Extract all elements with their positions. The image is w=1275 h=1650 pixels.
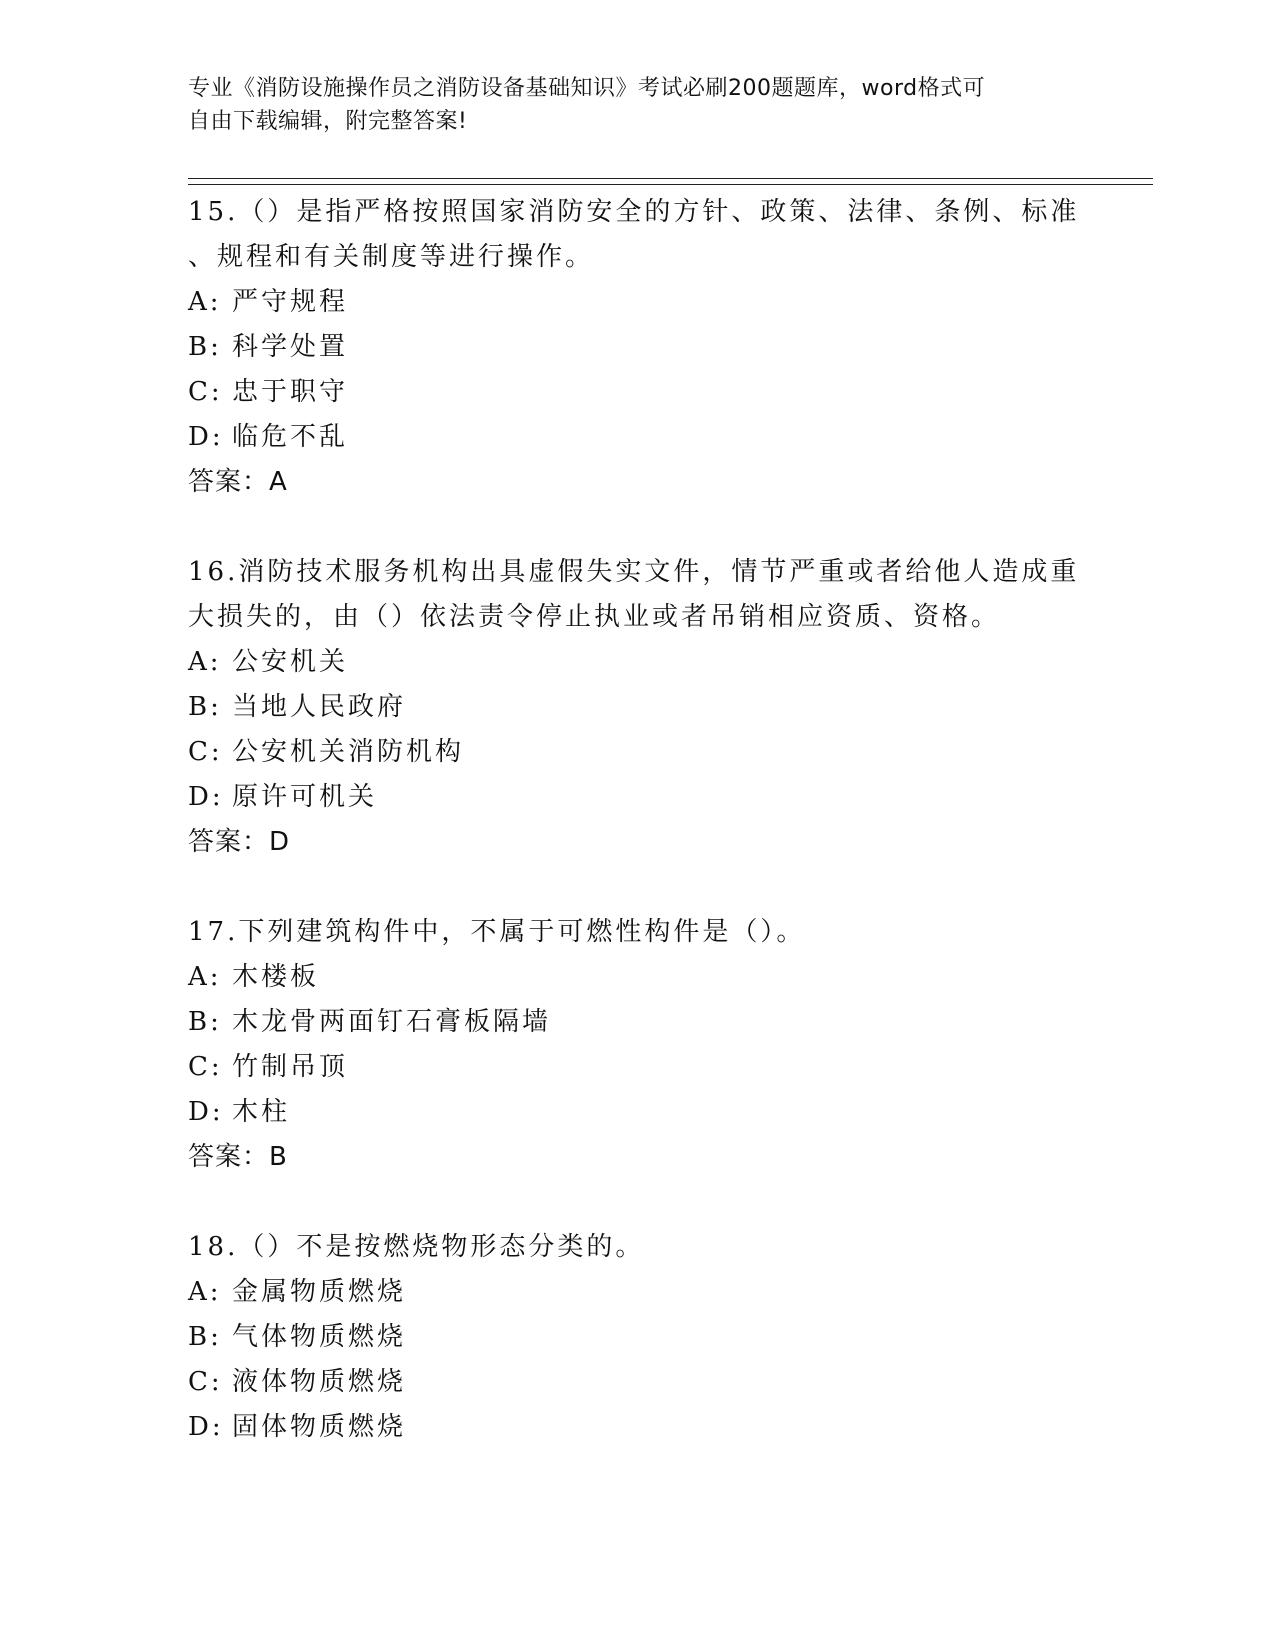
option-key: B: — [188, 332, 222, 362]
answer-line: 答案：A — [188, 467, 288, 497]
option-d — [188, 1405, 1088, 1450]
option-key: A: — [188, 1277, 222, 1307]
option-text: 公安机关消防机构 — [232, 737, 465, 767]
option-key: A: — [188, 962, 222, 992]
option-key: C: — [188, 377, 223, 407]
option-c — [188, 1045, 1088, 1090]
option-text: 公安机关 — [232, 647, 349, 677]
question-text-line: 大损失的，由（）依法责令停止执业或者吊销相应资质、资格。 — [188, 602, 1001, 632]
option-key: C: — [188, 1367, 223, 1397]
option-key: B: — [188, 692, 222, 722]
header-divider-top — [188, 178, 1153, 179]
question-text-line: 16.消防技术服务机构出具虚假失实文件，情节严重或者给他人造成重 — [188, 557, 1080, 587]
option-d — [188, 1090, 1088, 1135]
question-18 — [188, 1225, 1088, 1450]
question-text-line: 15.（）是指严格按照国家消防安全的方针、政策、法律、条例、标准 — [188, 197, 1080, 227]
option-text: 竹制吊顶 — [232, 1052, 349, 1082]
option-text: 当地人民政府 — [232, 692, 407, 722]
option-c — [188, 1360, 1088, 1405]
question-16 — [188, 550, 1088, 865]
document-header — [188, 72, 1068, 138]
question-text-line: 18.（）不是按燃烧物形态分类的。 — [188, 1232, 645, 1262]
option-text: 固体物质燃烧 — [232, 1412, 407, 1442]
option-key: D: — [188, 1097, 224, 1127]
header-divider-bottom — [188, 184, 1153, 185]
option-c — [188, 370, 1088, 415]
option-b — [188, 1000, 1088, 1045]
option-text: 气体物质燃烧 — [232, 1322, 407, 1352]
option-text: 木楼板 — [232, 962, 320, 992]
option-text: 科学处置 — [232, 332, 349, 362]
option-key: D: — [188, 782, 224, 812]
question-15 — [188, 190, 1088, 505]
option-text: 金属物质燃烧 — [232, 1277, 407, 1307]
option-b — [188, 325, 1088, 370]
option-d — [188, 775, 1088, 820]
option-c — [188, 730, 1088, 775]
header-line-2: 自由下载编辑，附完整答案! — [188, 109, 468, 134]
option-text: 液体物质燃烧 — [232, 1367, 407, 1397]
option-text: 木柱 — [232, 1097, 291, 1127]
option-text: 严守规程 — [232, 287, 349, 317]
answer-line: 答案：D — [188, 827, 291, 857]
option-text: 临危不乱 — [232, 422, 349, 452]
option-d — [188, 415, 1088, 460]
answer-line: 答案：B — [188, 1142, 288, 1172]
option-text: 忠于职守 — [232, 377, 349, 407]
option-key: A: — [188, 647, 222, 677]
option-b — [188, 1315, 1088, 1360]
option-key: D: — [188, 422, 224, 452]
question-list — [188, 190, 1088, 1450]
question-17 — [188, 910, 1088, 1180]
option-text: 原许可机关 — [232, 782, 378, 812]
option-a — [188, 1270, 1088, 1315]
option-key: D: — [188, 1412, 224, 1442]
option-a — [188, 955, 1088, 1000]
question-text-line: 17.下列建筑构件中，不属于可燃性构件是（）。 — [188, 917, 806, 947]
option-key: C: — [188, 737, 223, 767]
header-line-1: 专业《消防设施操作员之消防设备基础知识》考试必刷200题题库，word格式可 — [188, 76, 986, 101]
option-key: A: — [188, 287, 222, 317]
option-b — [188, 685, 1088, 730]
question-text-line: 、规程和有关制度等进行操作。 — [188, 242, 595, 272]
option-a — [188, 640, 1088, 685]
option-key: B: — [188, 1007, 222, 1037]
option-text: 木龙骨两面钉石膏板隔墙 — [232, 1007, 552, 1037]
option-key: B: — [188, 1322, 222, 1352]
option-key: C: — [188, 1052, 223, 1082]
option-a — [188, 280, 1088, 325]
